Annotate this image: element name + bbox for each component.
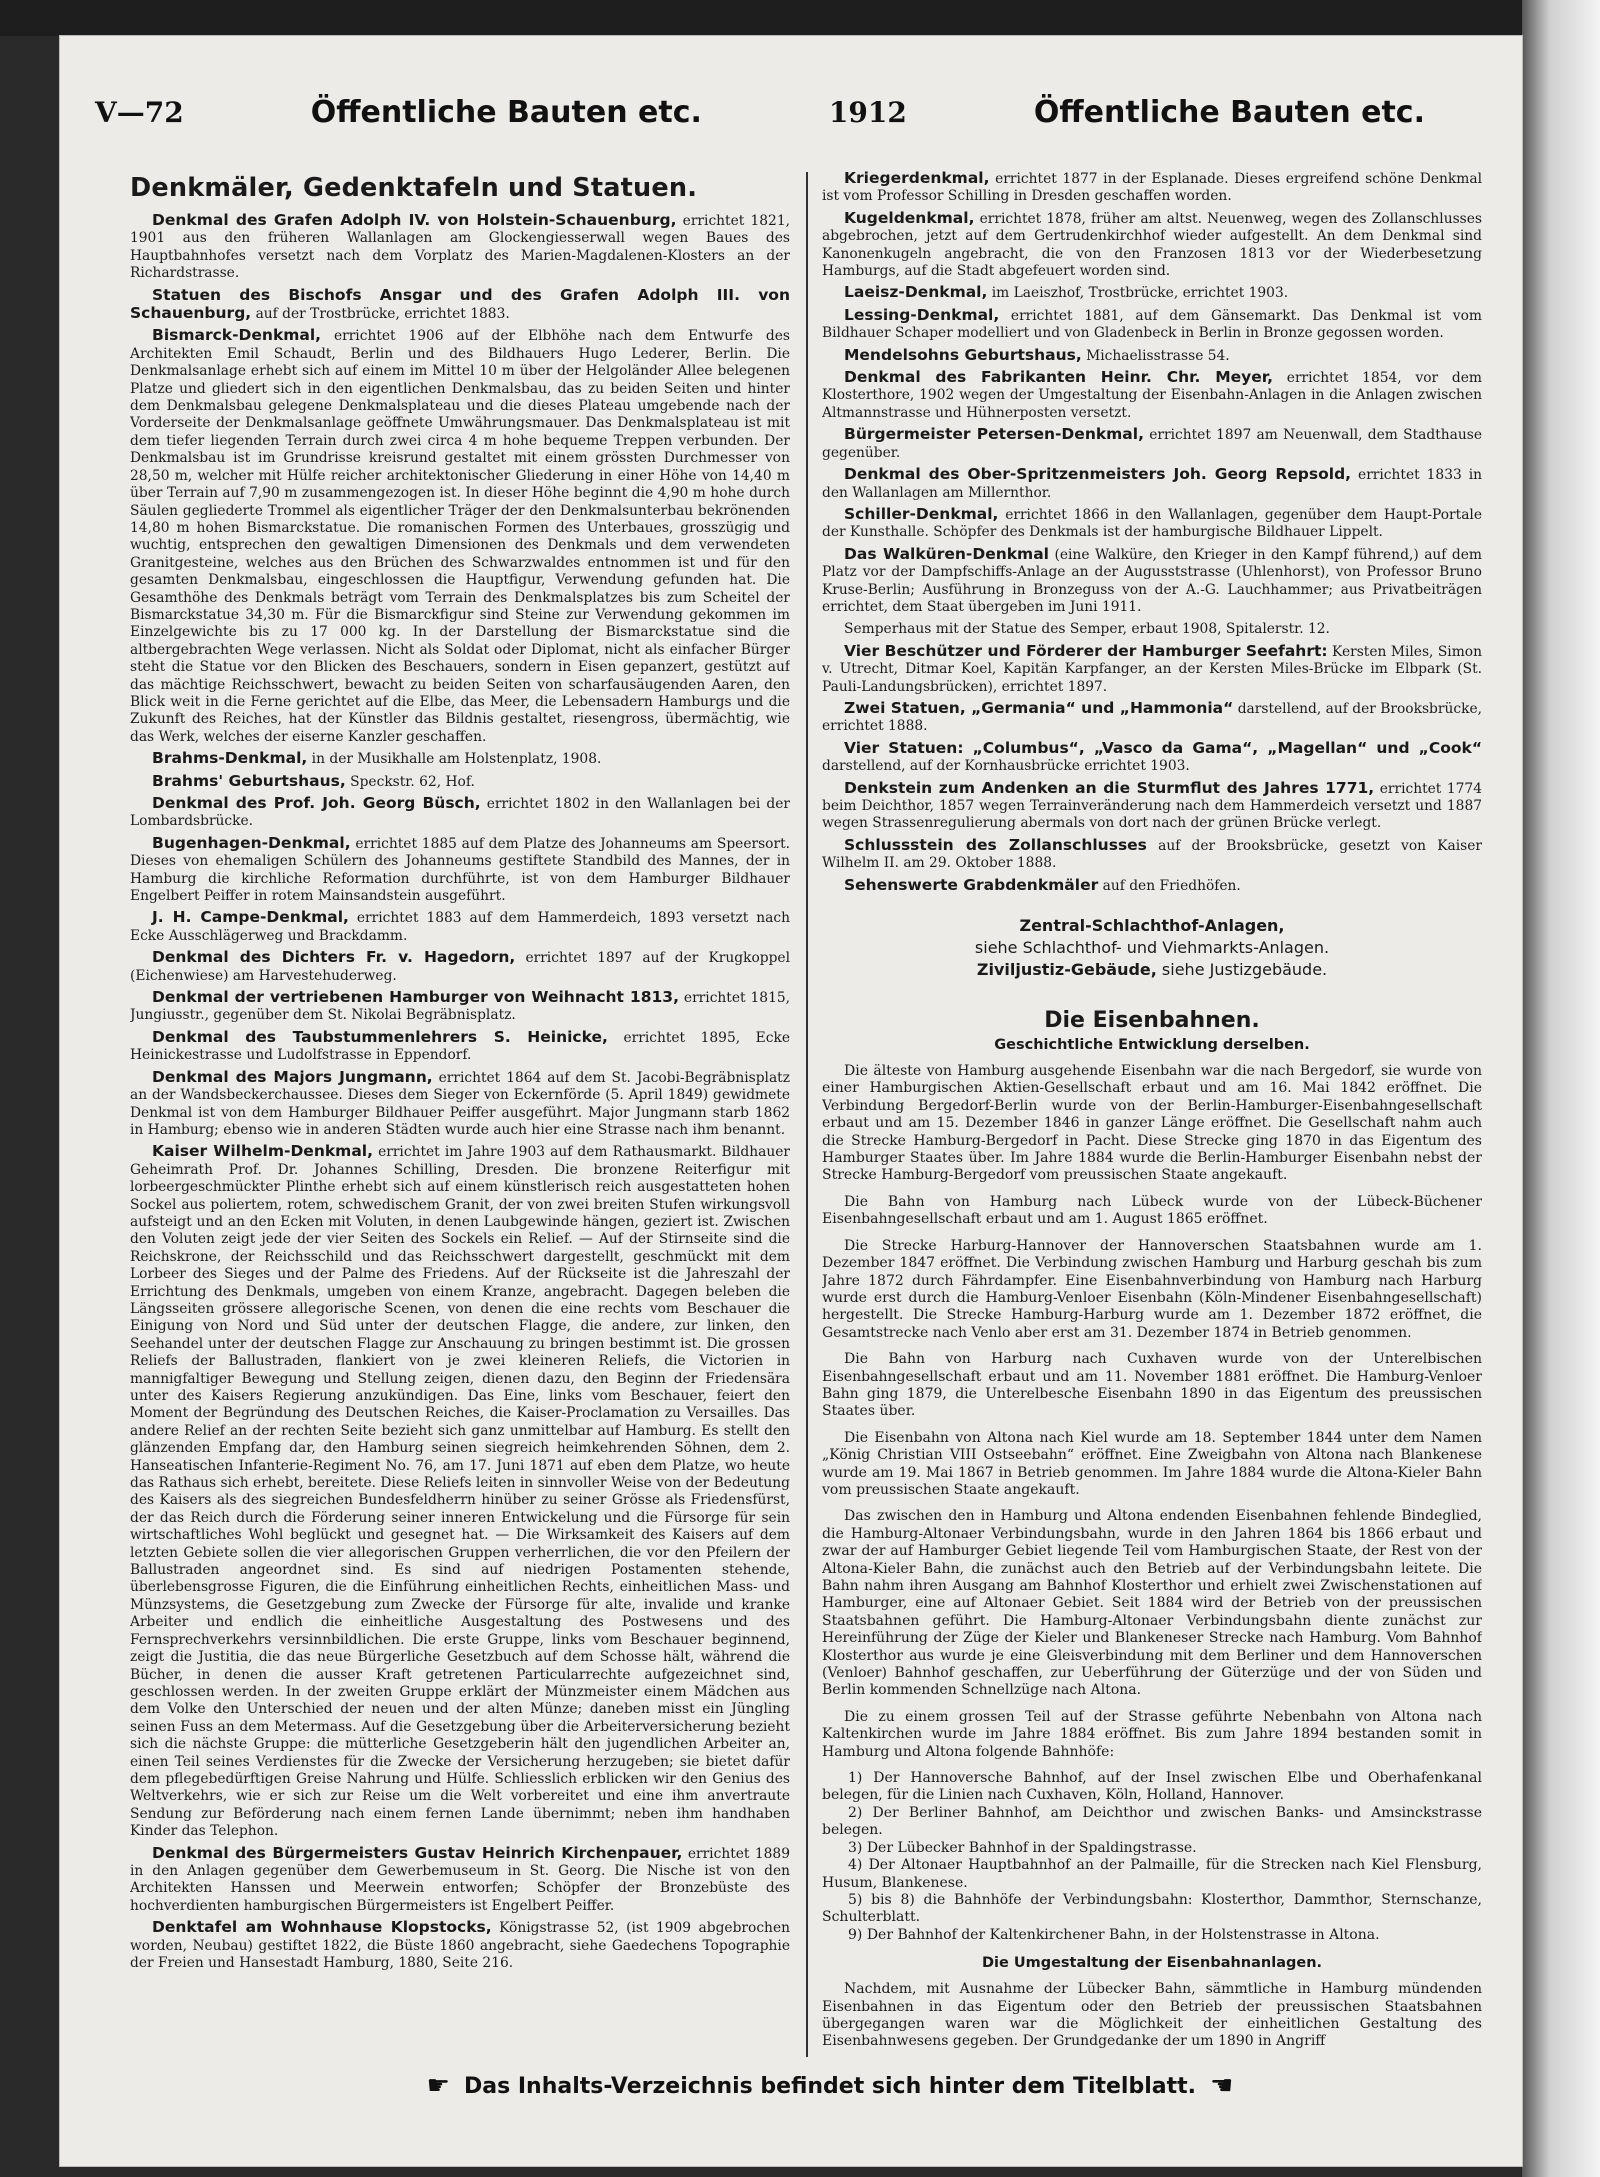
monument-entry-title: Vier Statuen: „Columbus“, „Vasco da Gama“, „Magellan“ und „Cook“: [844, 738, 1482, 757]
monument-entry-title: Kaiser Wilhelm-Denkmal,: [152, 1142, 373, 1161]
monument-entry: [822, 700, 1482, 736]
monument-entry: [130, 835, 790, 906]
monument-entry-title: Brahms' Geburtshaus,: [152, 771, 346, 790]
station-list-item: 2) Der Berliner Bahnhof, am Deichthor und zwischen Banks- und Amsinckstrasse belegen.: [822, 1804, 1482, 1839]
monument-entry-body: errichtet 1802 in den Wallanlagen bei der Lombardsbrücke.: [130, 796, 790, 830]
monument-entry-title: Vier Beschützer und Förderer der Hamburger Seefahrt:: [844, 641, 1328, 660]
monument-entry-body: (eine Walküre, den Krieger in den Kampf führend,) auf dem Platz vor der Dampfschiffs-Anlage an der Augusststrasse (Uhlenhorst), von Professor Bruno Kruse-Berlin; Ausführung in Bronzeguss von der A.-G. Lauchhammer; aus Privatbeiträgen errichtet, dem Staat übergeben im Juni 1911.: [822, 546, 1482, 615]
railway-history-paragraph: Die Bahn von Harburg nach Cuxhaven wurde von der Unterelbischen Eisenbahngesellschaft erbaut und am 11. November 1881 eröffnet. Die Hamburg-Venloer Bahn ging 1879, die Unterelbesche Eisenbahn 1890 in das Eigentum des preussischen Staates über.: [822, 1351, 1482, 1420]
monument-entry: [822, 620, 1482, 638]
monument-entry-body: Speckstr. 62, Hof.: [345, 773, 475, 790]
monument-entry-title: Kugeldenkmal,: [844, 208, 975, 227]
monument-entry-title: Denkmal des Dichters Fr. v. Hagedorn,: [152, 948, 516, 967]
monument-entry: [130, 1143, 790, 1840]
railway-history-paragraph: Das zwischen den in Hamburg und Altona endenden Eisenbahnen fehlende Bindeglied, die Hamburg-Altonaer Verbindungsbahn, wurde in den Jahren 1864 bis 1866 erbaut und zwar der auf Hamburger Gebiet liegende Teil vom Hamburgischen Staate, der Rest von der Altona-Kieler Bahn, die zunächst auch den Betrieb auf der Verbindungsbahn leitete. Die Bahn nahm ihren Ausgang am Bahnhof Klosterthor und erhielt zwei Zwischenstationen auf Hamburger, eine auf Altonaer Gebiet. Seit 1884 wird der Betrieb von der preussischen Staatsbahnen geführt. Die Hamburg-Altonaer Verbindungsbahn diente zunächst zur Hereinführung der Züge der Kieler und Blankeneser Strecke nach Hamburg. Vom Bahnhof Klosterthor aus wurde je eine Gleisverbindung mit dem Berliner und dem Hannoverschen (Venloer) Bahnhof geschaffen, zur Ueberführung der Güterzüge und der von Süden und Berlin kommenden Schnellzüge nach Altona.: [822, 1508, 1482, 1699]
monument-entry: [130, 1845, 790, 1916]
monument-entry: [130, 750, 790, 768]
header-left-title: Öffentliche Bauten etc.: [310, 95, 702, 130]
column-divider: [806, 172, 808, 2057]
monument-entry-body: errichtet 1897 am Neuenwall, dem Stadthause gegenüber.: [822, 427, 1482, 461]
monument-entry-title: Denkmal des Prof. Joh. Georg Büsch,: [152, 794, 481, 812]
page-footer-notice: [380, 2068, 1280, 2104]
monument-entry: [822, 466, 1482, 502]
monument-entry-body: errichtet 1885 auf dem Platze des Johanneums am Speersort. Dieses von ehemaligen Schülern des Johanneums gestiftete Standbild des Mannes, der in Hamburg die kirchliche Reformation durchführte, ist von dem Hamburger Bildhauer Engelbert Peiffer in rotem Mainsandstein ausgeführt.: [130, 835, 790, 905]
monument-entry-title: Laeisz-Denkmal,: [844, 283, 988, 302]
monument-entry: [822, 643, 1482, 696]
monument-entry-title: Denktafel am Wohnhause Klopstocks,: [152, 1918, 492, 1937]
monument-entries-left: [130, 212, 790, 1972]
monument-entry-body: errichtet 1897 auf der Krugkoppel (Eichenwiese) am Harvestehuderweg.: [130, 950, 790, 984]
monument-entry-title: Brahms-Denkmal,: [152, 749, 308, 768]
page-number: V—72: [95, 96, 184, 129]
monument-entry: [822, 877, 1482, 895]
monument-entry-body: darstellend, auf der Kornhausbrücke errichtet 1903.: [822, 758, 1190, 775]
monument-entry-title: Denkmal des Grafen Adolph IV. von Holstein-Schauenburg,: [152, 211, 677, 229]
monument-entry-body: errichtet 1877 in der Esplanade. Dieses ergreifend schöne Denkmal ist vom Professor Schilling in Dresden geschaffen worden.: [822, 171, 1482, 205]
monument-entry-title: Kriegerdenkmal,: [844, 170, 990, 187]
monument-entry: [130, 287, 790, 324]
pointing-hand-left-icon: ☚: [1210, 2071, 1234, 2101]
monument-entry-title: Denkmal der vertriebenen Hamburger von Weihnacht 1813,: [152, 988, 679, 1007]
station-list-item: 9) Der Bahnhof der Kaltenkirchener Bahn, in der Holstenstrasse in Altona.: [848, 1926, 1380, 1943]
scan-top-border: [0, 0, 1600, 36]
monument-entry-body: errichtet 1774 beim Deichthor, 1857 wegen Terrainveränderung nach dem Hammerdeich versetzt und 1887 wegen Strassenregulierung abermals von dort nach der grünen Brücke verlegt.: [822, 780, 1482, 832]
monument-entry-title: Sehenswerte Grabdenkmäler: [844, 875, 1099, 894]
monument-entry-body: auf der Trostbrücke, errichtet 1883.: [251, 306, 510, 323]
monument-entry-body: Kersten Miles, Simon v. Utrecht, Ditmar Koel, Kapitän Karpfanger, an der Kersten Miles-Brücke im Elbpark (St. Pauli-Landungsbrücken), errichtet 1897.: [822, 643, 1482, 695]
monument-entry-body: errichtet 1854, vor dem Klosterthore, 1902 wegen der Umgestaltung der Eisenbahn-Anlagen in die Anlagen zwischen Altmannstrasse und Hühnerposten versetzt.: [822, 370, 1482, 421]
monument-entries-right: [822, 170, 1482, 895]
monument-entry-body: errichtet 1895, Ecke Heinickestrasse und Ludolfstrasse in Eppendorf.: [130, 1029, 790, 1064]
monument-entry-body: darstellend, auf der Brooksbrücke, errichtet 1888.: [822, 700, 1482, 735]
monument-entry-title: Denkmal des Taubstummenlehrers S. Heinicke,: [152, 1027, 608, 1046]
station-list-item: 3) Der Lübecker Bahnhof in der Spaldingstrasse.: [848, 1839, 1197, 1856]
footer-text: Das Inhalts-Verzeichnis befindet sich hinter dem Titelblatt.: [463, 2073, 1196, 2099]
monument-entry-body: errichtet 1833 in den Wallanlagen am Millernthor.: [822, 467, 1482, 501]
monument-entry: [822, 837, 1482, 873]
monument-entry-title: Denkmal des Majors Jungmann,: [152, 1067, 433, 1086]
monument-entry-body: errichtet 1906 auf der Elbhöhe nach dem Entwurfe des Architekten Emil Schaudt, Berlin und des Bildhauers Hugo Lederer, Berlin. Die Denkmalsanlage erhebt sich auf einem im Mittel 10 m über der Helgoländer Allee belegenen Platze und gliedert sich in den eigentlichen Denkmalsbau, das zu beiden Seiten und hinter dem Denkmalsbau gelegene Denkmalsplateau und die dieses Plateau umgebende nach der Vorderseite der Denkmalsanlage geöffnete Umwährungsmauer. Das Denkmalsplateau ist mit dem tiefer liegenden Terrain durch zwei circa 4 m hohe bequeme Treppen verbunden. Der Denkmalsbau ist im Grundrisse kreisrund gestaltet mit einem grössten Durchmesser von 28,50 m, welcher mit Hülfe reicher architektonischer Gliederung in einer Höhe von 14,40 m über Terrain auf 7,90 m zusammengezogen ist. In dieser Höhe beginnt die 4,90 m hohe durch Säulen gegliederte Trommel als eigentlicher Träger der den Denkmalsunterbau bekrönenden 14,80 m hohen Bismarckstatue. Die romanischen Formen des Unterbaues, grosszügig und wuchtig, entsprechen den gewaltigen Dimensionen des Denkmals und dem verwendeten Granitgesteine, welches aus den Brüchen des Schwarzwaldes entnommen ist und für den gesamten Denkmalsbau, eingeschlossen die Hauptfigur, Verwendung gefunden hat. Die Gesamthöhe des Denkmals beträgt vom Terrain des Denkmalsplatzes bis zum Scheitel der Bismarckstatue 34,30 m. Für die Bismarckfigur sind Steine zur Verwendung gekommen im Einzelgewichte bis zu 17 000 kg. In der Darstellung der Bismarckstatue sind die altbergebrachten Wege verlassen. Nicht als Soldat oder Diplomat, nicht als einfacher Bürger steht die Statue vor den Blicken des Beschauers, sondern in Eisen gepanzert, gestützt auf das mächtige Reichsschwert, bewacht zu beiden Seiten von scharfausäugenden Aaren, den Blick weit in die Ferne gerichtet auf die Elbe, das Meer, die Lebensadern Hamburgs und die Zukunft des Reiches, hat der Künstler das Bildnis gestaltet, riesengross, übermächtig, wie das Werk, welches der eiserne Kanzler geschaffen.: [130, 328, 790, 745]
monument-entry: [822, 740, 1482, 776]
railway-history-paragraph: Die älteste von Hamburg ausgehende Eisenbahn war die nach Bergedorf, sie wurde von einer Hamburgischen Aktien-Gesellschaft erbaut und am 16. Mai 1842 eröffnet. Die Verbindung Bergedorf-Berlin wurde von der Berlin-Hamburger-Eisenbahngesellschaft erbaut und am 15. Dezember 1846 in ganzer Länge eröffnet. Die Gesellschaft nahm auch die Strecke Hamburg-Bergedorf in Pacht. Diese Strecke ging 1870 in das Eigentum des Hamburger Staates über. Im Jahre 1884 wurde die Berlin-Hamburger Eisenbahn nebst der Strecke Hamburg-Bergedorf vom preussischen Staate angekauft.: [822, 1063, 1482, 1184]
monument-entry-title: Schlussstein des Zollanschlusses: [844, 835, 1147, 854]
monument-entry: [130, 909, 790, 945]
monument-entry-title: Bugenhagen-Denkmal,: [152, 833, 351, 852]
monument-entry: [822, 426, 1482, 462]
monument-entry: [822, 369, 1482, 422]
monument-entry-body: errichtet 1878, früher am altst. Neuenweg, wegen des Zollanschlusses abgebrochen, jetzt auf dem Gertrudenkirchhof wieder aufgestellt. An dem Denkmal sind Kanonenkugeln angebracht, die von den Franzosen 1813 vor der Wiederbesetzung Hamburgs, auf die Stadt abgefeuert worden sind.: [822, 210, 1482, 280]
section-subheading-history: Geschichtliche Entwicklung derselben.: [994, 1037, 1310, 1054]
monument-entry-title: Bürgermeister Petersen-Denkmal,: [844, 425, 1144, 444]
railway-history-paragraph: Die Bahn von Hamburg nach Lübeck wurde von der Lübeck-Büchener Eisenbahngesellschaft erbaut und am 1. August 1865 eröffnet.: [822, 1193, 1482, 1228]
monument-entry: [130, 212, 790, 283]
monument-entry-title: Mendelsohns Geburtshaus,: [844, 345, 1082, 364]
monument-entry-title: Bismarck-Denkmal,: [152, 326, 322, 345]
monument-entry-body: errichtet 1864 auf dem St. Jacobi-Begräbnisplatz an der Wandsbeckerchaussee. Dieses dem Sieger von Eckernförde (5. April 1849) gewidmete Denkmal ist von dem Hamburger Bildhauer Peiffer ausgeführt. Major Jungmann starb 1862 in Hamburg; ebenso wie in anderen Städten wurde auch hier eine Strasse nach ihm benannt.: [130, 1069, 790, 1138]
monument-entry-title: Lessing-Denkmal,: [844, 305, 1000, 324]
railway-history-paragraph: Die zu einem grossen Teil auf der Strasse geführte Nebenbahn von Altona nach Kaltenkirchen wurde im Jahre 1884 eröffnet. Bis zum Jahre 1894 bestanden somit in Hamburg und Altona folgende Bahnhöfe:: [822, 1708, 1482, 1760]
monument-entry-title: Zwei Statuen, „Germania“ und „Hammonia“: [844, 698, 1234, 717]
left-column: [130, 170, 790, 2050]
railway-history-paragraphs: [822, 1063, 1482, 1761]
station-list-item: 1) Der Hannoversche Bahnhof, auf der Insel zwischen Elbe und Oberhafenkanal belegen, für die Linien nach Cuxhaven, Köln, Holland, Hannover.: [822, 1770, 1482, 1804]
monument-entry: [822, 506, 1482, 542]
monument-entry-body: errichtet 1821, 1901 aus den früheren Wallanlagen am Glockengiesserwall wegen Baues des Hauptbahnhofes versetzt nach dem Vorplatz des Marien-Magdalenen-Klosters an der Richardstrasse.: [130, 213, 790, 282]
monument-entry: [822, 307, 1482, 343]
header-right-title: Öffentliche Bauten etc.: [1033, 95, 1425, 130]
monument-entry-body: errichtet 1889 in den Anlagen gegenüber dem Gewerbemuseum in St. Georg. Die Nische ist von den Architekten Hanssen und Meerwein entworfen; Schöpfer der Bronzebüste des hochverdienten hamburgischen Bürgermeisters ist Engelbert Peiffer.: [130, 1845, 790, 1914]
xref-civil-justice: [822, 959, 1482, 981]
monument-entry-body: errichtet 1866 in den Wallanlagen, gegenüber dem Haupt-Portale der Kunsthalle. Schöpfer des Denkmals ist der hamburgische Bildhauer Lippelt.: [822, 506, 1482, 541]
monument-entry-body: auf den Friedhöfen.: [1098, 877, 1241, 894]
monument-entry-body: im Laeiszhof, Trostbrücke, errichtet 1903.: [987, 285, 1289, 302]
railway-history-paragraph: Die Eisenbahn von Altona nach Kiel wurde am 18. September 1844 unter dem Namen „König Christian VIII Ostseebahn“ eröffnet. Eine Zweigbahn von Altona nach Blankenese wurde am 19. Mai 1867 in Betrieb genommen. Im Jahre 1884 wurde die Altona-Kieler Bahn vom preussischen Staate angekauft.: [822, 1429, 1482, 1498]
monument-entry-body: Semperhaus mit der Statue des Semper, erbaut 1908, Spitalerstr. 12.: [844, 621, 1330, 638]
monument-entry-title: Denkmal des Ober-Spritzenmeisters Joh. Georg Repsold,: [844, 465, 1352, 484]
monument-entry-body: errichtet im Jahre 1903 auf dem Rathausmarkt. Bildhauer Geheimrath Prof. Dr. Johannes Schilling, Dresden. Die bronzene Reiterfigur mit lorbeergeschmückter Plinthe erhebt sich auf einem künstlerisch reich ausgestatteten hohen Sockel aus poliertem, rotem, schwedischem Granit, der von zwei breiten Stufen wirkungsvoll aufsteigt und an den Ecken mit Voluten, in denen Laubgewinde hängen, geziert ist. Zwischen den Voluten zeigt jede der vier Seiten des Sockels ein Relief. — Auf der Stirnseite sind die Reichskrone, der Reichsschild und das Reichsschwert dargestellt, geschmückt mit dem Lorbeer des Sieges und der Palme des Friedens. Auf der Rückseite ist die Jahreszahl der Errichtung des Denkmals, umgeben von einem Kranze, angebracht. Dagegen beleben die Längsseiten grössere allegorische Scenen, von denen die eine rechts vom Beschauer die Einigung von Nord und Süd unter der deutschen Flagge, die andere, zur linken, den Seehandel unter der deutschen Flagge zur Anschauung zu bringen bestimmt ist. Die grossen Reliefs der Ballustraden, flankiert von je zwei kleineren Reliefs, die Victorien in mannigfaltiger Bewegung und Stellung zeigen, dienen dazu, den Beginn der Friedensära unter des Kaisers Regierung anzukündigen. Das Eine, links vom Beschauer, feiert den Moment der Begründung des Deutschen Reiches, die Kaiser-Proclamation zu Versailles. Das andere Relief an der rechten Seite bezieht sich ganz unmittelbar auf Hamburg. Es stellt den glänzenden Empfang dar, den Hamburg seinen siegreich heimkehrenden Söhnen, dem 2. Hanseatischen Infanterie-Regiment No. 76, am 17. Juni 1871 auf eben dem Platze, wo heute das Rathaus sich erhebt, bereitete. Diese Reliefs leiten in sinnvoller Weise von der Bedeutung des Kaisers als des siegreichen Bundesfeldherrn hinüber zu seiner Grösse als Friedensfürst, der das Reich durch die Förderung seiner inneren Entwickelung und die Fürsorge für sein wirtschaftliches Wohl beglückt und gesegnet hat. — Die Wirksamkeit des Kaisers auf dem letzten Gebiete sollen die vier allegorischen Gruppen verherrlichen, die vor den Pfeilern der Ballustraden angeordnet sind. Es sind auf niedrigen Postamenten stehende, überlebensgrosse Figuren, die die Einführung einheitlichen Rechts, einheitlichen Mass- und Münzsystems, die Gesetzgebung zum Zwecke der Fürsorge für alte, invalide und kranke Arbeiter und endlich die einheitliche Ausgestaltung des Postwesens und des Fernsprechverkehrs versinnbildlichen. Die erste Gruppe, links vom Beschauer beginnend, zeigt die Justitia, die das neue Bürgerliche Gesetzbuch auf dem Schosse hält, während die Bücher, in denen die ausser Kraft getretenen Particularrechte aufgezeichnet sind, geschlossen werden. In der zweiten Gruppe erklärt der Münzmeister einem Mädchen aus dem Volke den Unterschied der neuen und der alten Münze; daneben misst ein Jüngling seinen Fuss an dem Metermass. Auf die Gesetzgebung über die Arbeiterversicherung bezieht sich die nächste Gruppe: die mütterliche Gesetzgeberin hält den jugendlichen Arbeiter an, einen Teil seines Verdienstes für die Zwecke der Versicherung herzugeben; sie bietet dafür dem pflegebedürftigen Greise Nahrung und Hülfe. Schliesslich erblicken wir den Genius des Weltverkehrs, wie er sich zur Reise um die Welt vorbereitet und eine ihm anvertraute Sendung zur Beförderung nach einem fernen Lande übernimmt; neben ihm handhaben Kinder das Telephon.: [130, 1144, 790, 1840]
monument-entry: [130, 795, 790, 831]
station-list: [822, 1770, 1482, 1944]
monument-entry-body: in der Musikhalle am Holstenplatz, 1908.: [307, 751, 602, 768]
station-list-item: 5) bis 8) die Bahnhöfe der Verbindungsbahn: Klosterthor, Dammthor, Sternschanze, Schulterblatt.: [822, 1891, 1482, 1926]
monument-entry-body: auf der Brooksbrücke, gesetzt von Kaiser Wilhelm II. am 29. Oktober 1888.: [822, 837, 1482, 872]
monument-entry: [822, 284, 1482, 302]
subsection-heading-redesign: Die Umgestaltung der Eisenbahnanlagen.: [981, 1955, 1323, 1972]
monument-entry: [130, 773, 790, 791]
monument-entry-body: errichtet 1881, auf dem Gänsemarkt. Das Denkmal ist vom Bildhauer Schaper modelliert und von Gladenbeck in Berlin in Bronze gegossen worden.: [822, 307, 1482, 342]
section-heading-railways: Die Eisenbahnen.: [1044, 1008, 1260, 1034]
right-column: [822, 170, 1482, 2050]
page-header: [95, 95, 1425, 145]
monument-entry-title: J. H. Campe-Denkmal,: [152, 908, 349, 927]
cross-reference-block: [822, 915, 1482, 981]
station-list-item: 4) Der Altonaer Hauptbahnhof an der Palmaille, für die Strecken nach Kiel Flensburg, Husum, Blankenese.: [822, 1857, 1482, 1891]
xref-civil-justice-title: Ziviljustiz-Gebäude,: [976, 960, 1157, 980]
monument-entry-title: Denkstein zum Andenken an die Sturmflut des Jahres 1771,: [844, 778, 1375, 797]
monument-entry-body: errichtet 1815, Jungiusstr., gegenüber dem St. Nikolai Begräbnisplatz.: [130, 990, 790, 1024]
monument-entry-body: errichtet 1883 auf dem Hammerdeich, 1893 versetzt nach Ecke Ausschlägerweg und Brackdamm.: [130, 910, 790, 944]
monument-entry-title: Denkmal des Bürgermeisters Gustav Heinrich Kirchenpauer,: [152, 1843, 683, 1862]
section-heading-monuments: Denkmäler, Gedenktafeln und Statuen.: [130, 173, 698, 203]
xref-slaughterhouse-title: Zentral-Schlachthof-Anlagen,: [1019, 916, 1285, 936]
xref-slaughterhouse: [822, 915, 1482, 937]
monument-entry-title: Denkmal des Fabrikanten Heinr. Chr. Meyer,: [844, 368, 1274, 387]
monument-entry-title: Das Walküren-Denkmal: [844, 544, 1049, 563]
monument-entry-body: Königstrasse 52, (ist 1909 abgebrochen worden, Neubau) gestiftet 1822, die Büste 1860 angebracht, siehe Gaedechens Topographie der Freien und Hansestadt Hamburg, 1880, Seite 216.: [130, 1920, 790, 1971]
railway-history-paragraph: Die Strecke Harburg-Hannover der Hannoverschen Staatsbahnen wurde am 1. Dezember 1847 eröffnet. Die Verbindung zwischen Hamburg und Harburg geschah bis zum Jahre 1872 durch Fährdampfer. Eine Eisenbahnverbindung von Hamburg nach Harburg wurde erst durch die Hamburg-Venloer Eisenbahn (Köln-Mindener Eisenbahngesellschaft) hergestellt. Die Strecke Hamburg-Harburg wurde am 1. Dezember 1872 eröffnet, die Gesamtstrecke nach Venlo aber erst am 31. Dezember 1874 in Betrieb genommen.: [822, 1237, 1482, 1341]
monument-entry-title: Statuen des Bischofs Ansgar und des Grafen Adolph III. von Schauenburg,: [130, 285, 790, 323]
monument-entry: [822, 170, 1482, 206]
xref-slaughterhouse-see: siehe Schlachthof- und Viehmarkts-Anlagen.: [974, 938, 1330, 958]
monument-entry-body: Michaelisstrasse 54.: [1081, 347, 1230, 364]
xref-civil-justice-see: siehe Justizgebäude.: [1156, 960, 1328, 980]
monument-entry: [130, 989, 790, 1025]
redesign-paragraph: Nachdem, mit Ausnahme der Lübecker Bahn, sämmtliche in Hamburg mündenden Eisenbahnen in das Eigentum oder den Betrieb der preussischen Staatsbahnen übergegangen waren war die Möglichkeit der einheitlichen Gestaltung des Eisenbahnwesens gegeben. Der Grundgedanke der um 1890 in Angriff: [822, 1981, 1482, 2050]
monument-entry: [822, 347, 1482, 365]
monument-entry: [130, 1029, 790, 1065]
monument-entry: [822, 210, 1482, 281]
monument-entry: [822, 780, 1482, 833]
scan-right-border: [1522, 0, 1600, 2177]
monument-entry: [822, 546, 1482, 617]
monument-entry: [130, 1919, 790, 1972]
monument-entry: [130, 949, 790, 985]
monument-entry: [130, 327, 790, 746]
header-year: 1912: [828, 96, 907, 129]
pointing-hand-right-icon: ☛: [426, 2071, 450, 2101]
monument-entry: [130, 1069, 790, 1140]
monument-entry-title: Schiller-Denkmal,: [844, 504, 999, 523]
